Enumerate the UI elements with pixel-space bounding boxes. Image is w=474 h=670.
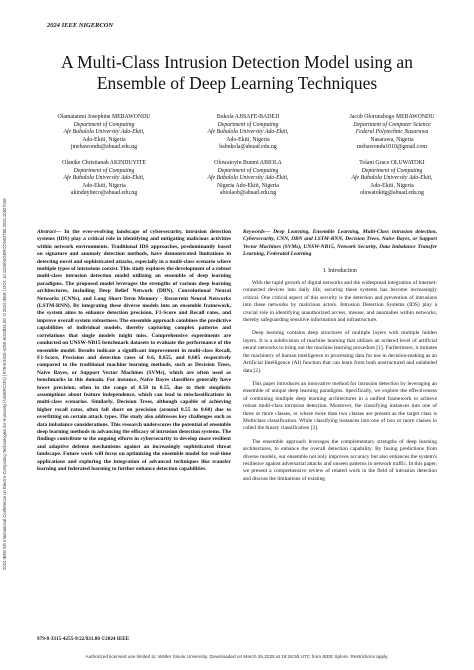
author-row-2 <box>38 160 458 198</box>
author-univ: Afe Babalola University Ado-Ekiti, <box>207 175 289 182</box>
author-city: Nasarawa, Nigeria <box>370 136 414 143</box>
author-email[interactable]: akinduyiteco@abuad.edu.ng <box>70 190 138 197</box>
author-card <box>182 114 314 152</box>
author-univ: Afe Babalola University Ado-Ekiti, <box>63 129 145 136</box>
author-email[interactable]: mebawondu1010@gmail.com <box>357 144 427 151</box>
paper-title: A Multi-Class Intrusion Detection Model using an Ensemble of Deep Learning Techniques <box>61 52 413 93</box>
abstract-label: Abstract <box>37 229 56 235</box>
author-row-1 <box>38 114 458 152</box>
author-city: Ado-Ekiti, Nigeria <box>226 136 270 143</box>
isbn-line: 979-8-3315-4255-9/22/$31.00 ©2024 IEEE <box>37 636 130 642</box>
author-univ: Afe Babalola University Ado-Ekiti, <box>207 129 289 136</box>
author-name: Bukola AJISAFE-BADEJI <box>216 114 280 120</box>
author-city: Ado-Ekiti, Nigeria <box>82 182 126 189</box>
author-name: Tolani Grace OLUWATOKI <box>359 159 425 166</box>
license-footer: Authorized licensed use limited to: Walter Sisulu University. Downloaded on March 26,2025 at 18:26:55 UTC from IEEE Xplore. Restrictions apply. <box>85 654 389 659</box>
author-dept: Department of Computing <box>73 167 135 174</box>
author-email[interactable]: oluwatokitg@abuad.edu.ng <box>360 190 424 197</box>
author-card <box>326 160 458 198</box>
author-dept: Department of Computing <box>73 121 135 128</box>
intro-paragraph-1: With the rapid growth of digital networks and the widespread integration of internet-connected devices into daily life, securing these systems has become increasingly critical. One critical aspect of this security is the detection and prevention of intrusions into these networks by malicious actors. Intrusion Detection Systems (IDS) play a crucial role in identifying unauthorized access, misuse, and anomalies within networks, thereby safeguarding sensitive information and infrastructure. <box>243 280 437 324</box>
doi-side-note: 2024 IEEE 5th International Conference on Electro-Computing Technologies for Humanity (NIGERCON) | 979-8-3315-4255-9/24/$31.00 ©2024 IEEE | DOI: 10.1109/NIGERCON62786.2024.10927048 <box>2 198 7 570</box>
author-card <box>326 114 458 152</box>
author-univ: Federal Polytechnic Nasarawa <box>355 129 429 136</box>
author-name: Oluwatoyin Bunmi ABIOLA <box>214 159 282 166</box>
author-name: Olamatanmi Josephine MEBAWONDU <box>57 114 151 120</box>
right-column <box>243 229 437 489</box>
abstract <box>37 229 231 473</box>
section-heading-introduction: I. Introduction <box>323 267 357 274</box>
keywords: Keywords— Deep Learning, Ensemble Learning, Multi-Class intrusion detection, Cybersecurity, CNN, DBN and LSTM-RNN, Decision Trees, Naive Bayes, or Support Vector Machines (SVMs), UNSW-NB15, Network Security, Data Imbalance Transfer Learning, Federated Learning <box>243 229 437 258</box>
author-card <box>38 160 170 198</box>
abstract-text: — In the ever-evolving landscape of cybersecurity, intrusion detection systems (IDS) play a critical role in identifying and mitigating malicious activities within network environments. Traditional IDS approaches, predominantly based on signature and anomaly detection methods, have demonstrated limitations in detecting novel and sophisticated attacks, especially in a multi-class scenario where multiple types of intrusions coexist. This study explores the development of a robust multi-class intrusion detection model utilizing an ensemble of deep learning paradigms. The proposed model leverages the strengths of various deep learning architectures, including Deep Belief Network (DBN), Convolutional Neural Networks (CNNs), and Long Short-Term Memory - Recurrent Neural Networks (LSTM-RNN). By integrating these diverse models into an ensemble framework, the system aims to enhance detection precision, F1-Score and Recall rates, and improve overall system robustness. The ensemble approach combines the predictive capabilities of individual models, thereby capturing complex patterns and correlations that single models might miss. Comprehensive experiments are conducted on UNSW-NB15 benchmark datasets to evaluate the performance of the ensemble model. Results indicate a significant improvement in multi-class Recall, F1-Score, Precision and detection rates of 0.6, 0.655, and 0.605 respectively compared to the traditional machine learning methods, such as Decision Trees, Naive Bayes, or Support Vector Machines (SVMs), which are often used as benchmarks in this domain. For instance, Naive Bayes classifiers generally have lower precision, often in the range of 0.50 to 0.55, due to their simplistic assumptions about feature independence, which can lead to misclassifications in multi-class scenarios. Similarly, Decision Trees, although capable of achieving higher recall rates, often fall short on precision (around 0.55 to 0.60) due to overfitting on certain attack types. The study also addresses key challenges such as data imbalance considerations. This research underscores the potential of ensemble deep learning methods in advancing the efficacy of intrusion detection systems. The findings contribute to the ongoing efforts in cybersecurity to develop more resilient and adaptive defense mechanisms against an increasingly sophisticated threat landscape. Future work will focus on optimizing the ensemble model for real-time applications and exploring the integration of advanced techniques like transfer learning and federated learning to further enhance detection capabilities. <box>37 229 231 472</box>
author-name: Olanike Christianah AKINDUYITE <box>62 159 146 166</box>
author-univ: Afe Babalola University Ado-Ekiti, <box>351 175 433 182</box>
author-dept: Department of Computer Science <box>353 121 431 128</box>
author-dept: Department of Computing <box>361 167 423 174</box>
author-dept: Department of Computing <box>217 167 279 174</box>
author-city: Ado-Ekiti, Nigeria <box>82 136 126 143</box>
author-city: Nigeria Ado-Ekiti, Nigeria <box>217 182 279 189</box>
author-card <box>38 114 170 152</box>
author-card <box>182 160 314 198</box>
intro-paragraph-2: Deep learning contains deep structures of multiple layers with multiple hidden layers. It is a subdivision of machine learning that utilizes an ordered level of artificial neural networks to bring out the machine learning procedure [1]. Furthermore, it imitates the machinery of human intelligence in processing data for use in decision-making as an Artificial Intelligence (AI) function that can learn from both unstructured and unlabeled data [2]. <box>243 330 437 374</box>
author-email[interactable]: abiolaob@abuad.edu.ng <box>219 190 277 197</box>
conference-header: 2024 IEEE NIGERCON <box>47 22 114 29</box>
intro-paragraph-3: This paper introduces an innovative method for intrusion detection by leveraging an ensemble of unique deep learning paradigms. Specifically, we explore the effectiveness of combining multiple deep learning architectures in a unified framework to achieve robust multi-class intrusion detection. Moreover, the classifying instances into one of three or more classes, or where more than two classes are present as the target class is Multiclass classification. While classifying instances into one of two or more classes in called the binary classification [3]. <box>243 380 437 432</box>
author-block <box>38 114 458 206</box>
intro-paragraph-4: The ensemble approach leverages the complementary strengths of deep learning architectures, to enhance the overall detection capability. By fusing predictions from diverse models, our ensemble not only improves accuracy but also enhances the system's resilience against adversarial attacks and unseen patterns in network traffic. In this paper, we present a comprehensive review of related work in the field of intrusion detection and discuss the limitations of existing <box>243 438 437 482</box>
author-univ: Afe Babalola University Ado-Ekiti, <box>63 175 145 182</box>
author-dept: Department of Computing <box>217 121 279 128</box>
author-email[interactable]: babukola@abuad.edu.ng <box>219 144 277 151</box>
left-column <box>37 229 231 473</box>
author-email[interactable]: jmebawondu@abuad.edu.ng <box>70 144 138 151</box>
author-city: Ado-Ekiti, Nigeria <box>370 182 414 189</box>
author-name: Jacob Olorunshogo MEBAWONDU <box>349 114 435 120</box>
